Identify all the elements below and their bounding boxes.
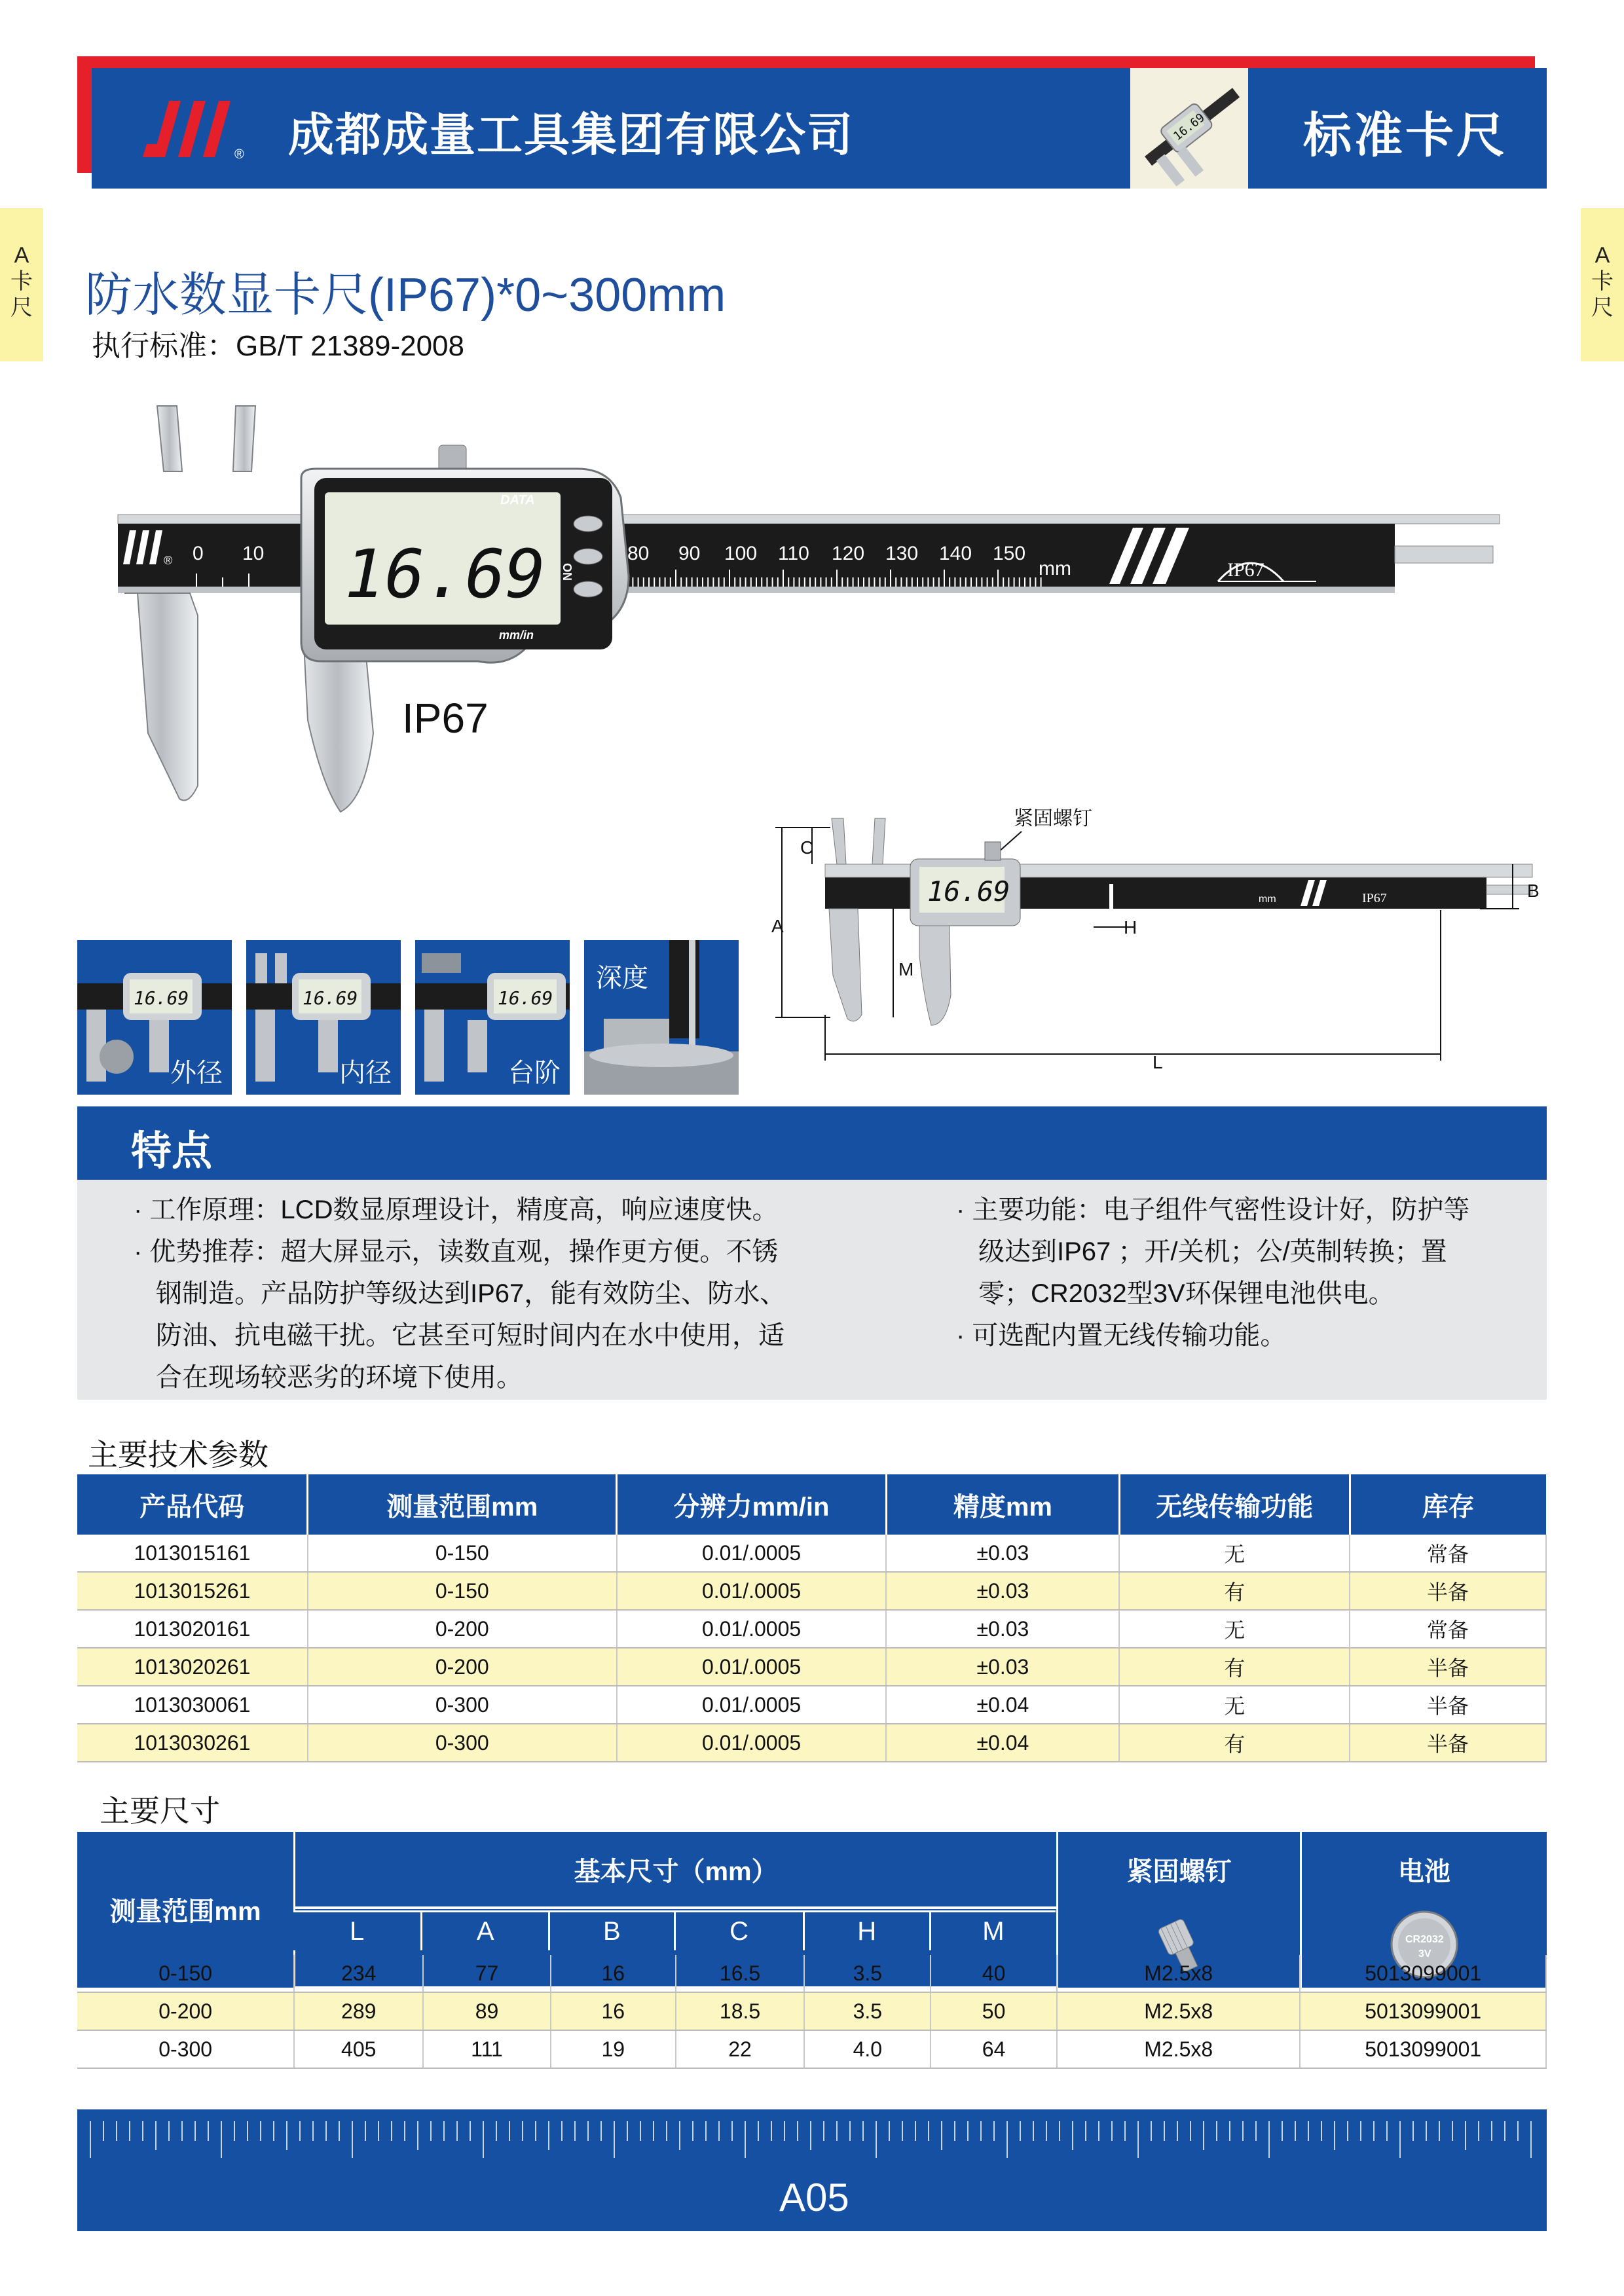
cell: 常备	[1350, 1610, 1546, 1648]
caliper-illustration	[111, 393, 1513, 825]
cell: 无	[1119, 1686, 1350, 1724]
cell: 4.0	[804, 2030, 931, 2068]
data-button[interactable]	[574, 516, 602, 532]
svg-text:IP67: IP67	[1227, 559, 1264, 581]
scale-number: 10	[242, 543, 265, 564]
feature-line: 合在现场较恶劣的环境下使用。	[156, 1363, 523, 1392]
cell: 无	[1119, 1610, 1350, 1648]
side-tab-text: 卡尺	[10, 269, 33, 320]
cell: 0.01/.0005	[617, 1724, 887, 1762]
col-header: 库存	[1350, 1474, 1546, 1535]
cell: 16	[551, 1992, 676, 2030]
table-row	[77, 1535, 1546, 1572]
scale-number: 150	[993, 543, 1026, 564]
cell: M2.5x8	[1057, 1992, 1300, 2030]
cell: 1013015261	[77, 1572, 308, 1610]
svg-text:®: ®	[234, 147, 244, 162]
lcd-on-label: ON	[561, 563, 574, 581]
cell: 半备	[1350, 1648, 1546, 1686]
feature-line: 级达到IP67 ；开/关机；公/英制转换；置	[978, 1237, 1447, 1266]
scale-number: 140	[939, 543, 972, 564]
cell: 3.5	[804, 1955, 931, 1992]
dim-table-body	[77, 1955, 1547, 2069]
product-standard: 执行标准：GB/T 21389-2008	[92, 330, 464, 362]
thumb-label: 台阶	[508, 1059, 561, 1087]
cell: 0-300	[308, 1724, 617, 1762]
feature-line: 防油、抗电磁干扰。它甚至可短时间内在水中使用，适	[156, 1321, 784, 1350]
dim-subheaders	[293, 1910, 1056, 1950]
col-header: 测量范围mm	[308, 1474, 617, 1535]
lcd-data-label: DATA	[500, 493, 535, 507]
cell: 50	[931, 1992, 1057, 2030]
cell: 0-150	[308, 1535, 617, 1572]
cell: 40	[931, 1955, 1057, 1992]
feature-line: · 优势推荐：超大屏显示，读数直观，操作更方便。不锈	[134, 1237, 779, 1266]
col-header: 电池	[1301, 1832, 1547, 1908]
col-header: 产品代码	[77, 1474, 308, 1535]
cell: 1013030261	[77, 1724, 308, 1762]
product-title: 防水数显卡尺(IP67)*0~300mm	[85, 269, 726, 321]
thumb-label: 外径	[170, 1059, 223, 1087]
scale-number: 100	[724, 543, 758, 564]
cell: 1013030061	[77, 1686, 308, 1724]
cell: 0-200	[308, 1648, 617, 1686]
col-header: H	[805, 1912, 931, 1950]
header-product-thumb	[1130, 68, 1248, 189]
svg-text:16.69: 16.69	[134, 987, 189, 1009]
thumb-depth	[584, 940, 739, 1095]
spec-table-header	[77, 1474, 1546, 1535]
cell: 77	[423, 1955, 551, 1992]
scale-number: 0	[193, 543, 204, 564]
cell: 常备	[1350, 1535, 1546, 1572]
cell: 64	[931, 2030, 1057, 2068]
cell: 22	[676, 2030, 805, 2068]
diagram-lcd: 16.69	[927, 875, 1010, 907]
scale-number: 120	[832, 543, 865, 564]
table-row	[77, 1572, 1546, 1610]
spec-table-title: 主要技术参数	[88, 1438, 268, 1472]
cell: 0-150	[77, 1955, 294, 1992]
depth-rod	[1395, 546, 1493, 563]
dim-label-h: H	[1124, 917, 1137, 938]
thumb-step	[415, 940, 570, 1095]
cell: ±0.04	[886, 1686, 1119, 1724]
svg-text:®: ®	[164, 554, 173, 567]
cell: 1013015161	[77, 1535, 308, 1572]
features-right	[956, 1189, 1469, 1357]
col-header: C	[676, 1912, 805, 1950]
scale-unit: mm	[1039, 558, 1071, 579]
side-tab-text: 卡尺	[1591, 269, 1614, 320]
dim-label-b: B	[1527, 881, 1540, 901]
scale-number: 80	[627, 543, 650, 564]
dim-table-header	[77, 1832, 1547, 1908]
cell: 89	[423, 1992, 551, 2030]
side-tab-left[interactable]	[0, 208, 43, 361]
cell: ±0.03	[886, 1535, 1119, 1572]
cell: 0.01/.0005	[617, 1686, 887, 1724]
table-row	[77, 1648, 1546, 1686]
cell: 5013099001	[1300, 1992, 1546, 2030]
cell: 无	[1119, 1535, 1350, 1572]
feature-line: · 主要功能：电子组件气密性设计好，防护等	[956, 1195, 1470, 1224]
col-header: 分辨力mm/in	[617, 1474, 887, 1535]
footer-ruler	[77, 2121, 1547, 2167]
table-row	[77, 1610, 1546, 1648]
upper-fixed-jaw	[157, 406, 182, 471]
svg-text:16.69: 16.69	[498, 987, 553, 1009]
cell: 19	[551, 2030, 676, 2068]
cell: 0-300	[308, 1686, 617, 1724]
cell: ±0.03	[886, 1648, 1119, 1686]
caliper-thumb-icon	[1130, 68, 1248, 189]
thumb-label: 内径	[339, 1059, 392, 1087]
cell: 111	[423, 2030, 551, 2068]
cell: 半备	[1350, 1572, 1546, 1610]
cell: 16.5	[676, 1955, 805, 1992]
cell: ±0.03	[886, 1610, 1119, 1648]
cell: 1013020161	[77, 1610, 308, 1648]
svg-text:IP67: IP67	[1362, 891, 1387, 905]
locking-screw-icon	[985, 842, 1001, 860]
spec-table	[77, 1474, 1547, 1762]
cell: 16	[551, 1955, 676, 1992]
cell: 5013099001	[1300, 2030, 1546, 2068]
col-header: 精度mm	[886, 1474, 1119, 1535]
dim-label-a: A	[771, 916, 784, 936]
feature-line: · 工作原理：LCD数显原理设计，精度高，响应速度快。	[134, 1195, 779, 1224]
cell: 半备	[1350, 1686, 1546, 1724]
col-header: M	[982, 1917, 1005, 1946]
cell: ±0.03	[886, 1572, 1119, 1610]
cell: 234	[294, 1955, 423, 1992]
cell: 18.5	[676, 1992, 805, 2030]
table-row	[77, 1955, 1546, 1992]
cell: 405	[294, 2030, 423, 2068]
scale-number: 110	[778, 543, 809, 564]
svg-text:3V: 3V	[1418, 1948, 1431, 1959]
cell: 半备	[1350, 1724, 1546, 1762]
lower-fixed-jaw	[124, 593, 198, 801]
dimension-diagram	[760, 799, 1559, 1100]
features-title: 特点	[131, 1129, 213, 1174]
feature-line: 零；CR2032型3V环保锂电池供电。	[978, 1279, 1395, 1308]
cell: 1013020261	[77, 1648, 308, 1686]
thumb-lcd-text: 16.69	[1171, 111, 1208, 144]
side-tab-letter: A	[14, 243, 29, 268]
screw-callout: 紧固螺钉	[1014, 808, 1092, 829]
unit-button[interactable]	[574, 581, 602, 597]
side-tab-letter: A	[1595, 243, 1610, 268]
feature-line: 钢制造。产品防护等级达到IP67，能有效防尘、防水、	[156, 1279, 786, 1308]
page-number: A05	[779, 2176, 849, 2219]
side-tab-right[interactable]	[1581, 208, 1624, 361]
scale-number: 130	[885, 543, 919, 564]
feature-line: · 可选配内置无线传输功能。	[956, 1321, 1287, 1350]
table-row	[77, 1686, 1546, 1724]
cell: 5013099001	[1300, 1955, 1546, 1992]
table-row	[77, 2030, 1546, 2068]
power-button[interactable]	[574, 549, 602, 564]
dim-label-m: M	[898, 959, 914, 979]
company-name: 成都成量工具集团有限公司	[288, 109, 854, 160]
features-header	[77, 1106, 1547, 1180]
cell: 0-300	[77, 2030, 294, 2068]
cell: 有	[1119, 1724, 1350, 1762]
company-logo	[143, 97, 254, 162]
cell: M2.5x8	[1057, 1955, 1300, 1992]
cell: 3.5	[804, 1992, 931, 2030]
cell: 0.01/.0005	[617, 1610, 887, 1648]
dim-label-l: L	[1153, 1052, 1163, 1072]
table-row	[77, 1724, 1546, 1762]
col-header: 测量范围mm	[77, 1832, 294, 1988]
col-header: B	[550, 1912, 675, 1950]
header-category: 标准卡尺	[1303, 108, 1507, 162]
cell: 289	[294, 1992, 423, 2030]
col-header: A	[422, 1912, 550, 1950]
lcd-unit-label: mm/in	[499, 629, 534, 642]
cell: 0.01/.0005	[617, 1648, 887, 1686]
thumb-inside	[246, 940, 401, 1095]
col-header: 无线传输功能	[1119, 1474, 1350, 1535]
col-header: L	[293, 1912, 422, 1950]
svg-text:mm: mm	[1259, 894, 1276, 905]
cell: 有	[1119, 1572, 1350, 1610]
upper-slide-jaw	[233, 406, 255, 471]
cell: 0-200	[77, 1992, 294, 2030]
dim-label-c: C	[800, 837, 814, 858]
cell: 0-150	[308, 1572, 617, 1610]
lcd-reading: 16.69	[344, 536, 546, 613]
svg-text:16.69: 16.69	[303, 987, 358, 1009]
scale-number: 90	[678, 543, 701, 564]
svg-text:CR2032: CR2032	[1405, 1933, 1444, 1945]
col-header: 基本尺寸（mm）	[294, 1832, 1057, 1908]
thumb-label: 深度	[596, 964, 648, 993]
cell: 0.01/.0005	[617, 1572, 887, 1610]
table-row	[77, 1992, 1546, 2030]
thumb-outside	[77, 940, 232, 1095]
cell: M2.5x8	[1057, 2030, 1300, 2068]
dim-table-title: 主要尺寸	[100, 1794, 220, 1828]
cell: 有	[1119, 1648, 1350, 1686]
features-left	[134, 1189, 786, 1398]
col-header: 紧固螺钉	[1058, 1832, 1301, 1908]
cell: 0-200	[308, 1610, 617, 1648]
cell: 0.01/.0005	[617, 1535, 887, 1572]
cell: ±0.04	[886, 1724, 1119, 1762]
ip-rating-label: IP67	[402, 695, 489, 742]
